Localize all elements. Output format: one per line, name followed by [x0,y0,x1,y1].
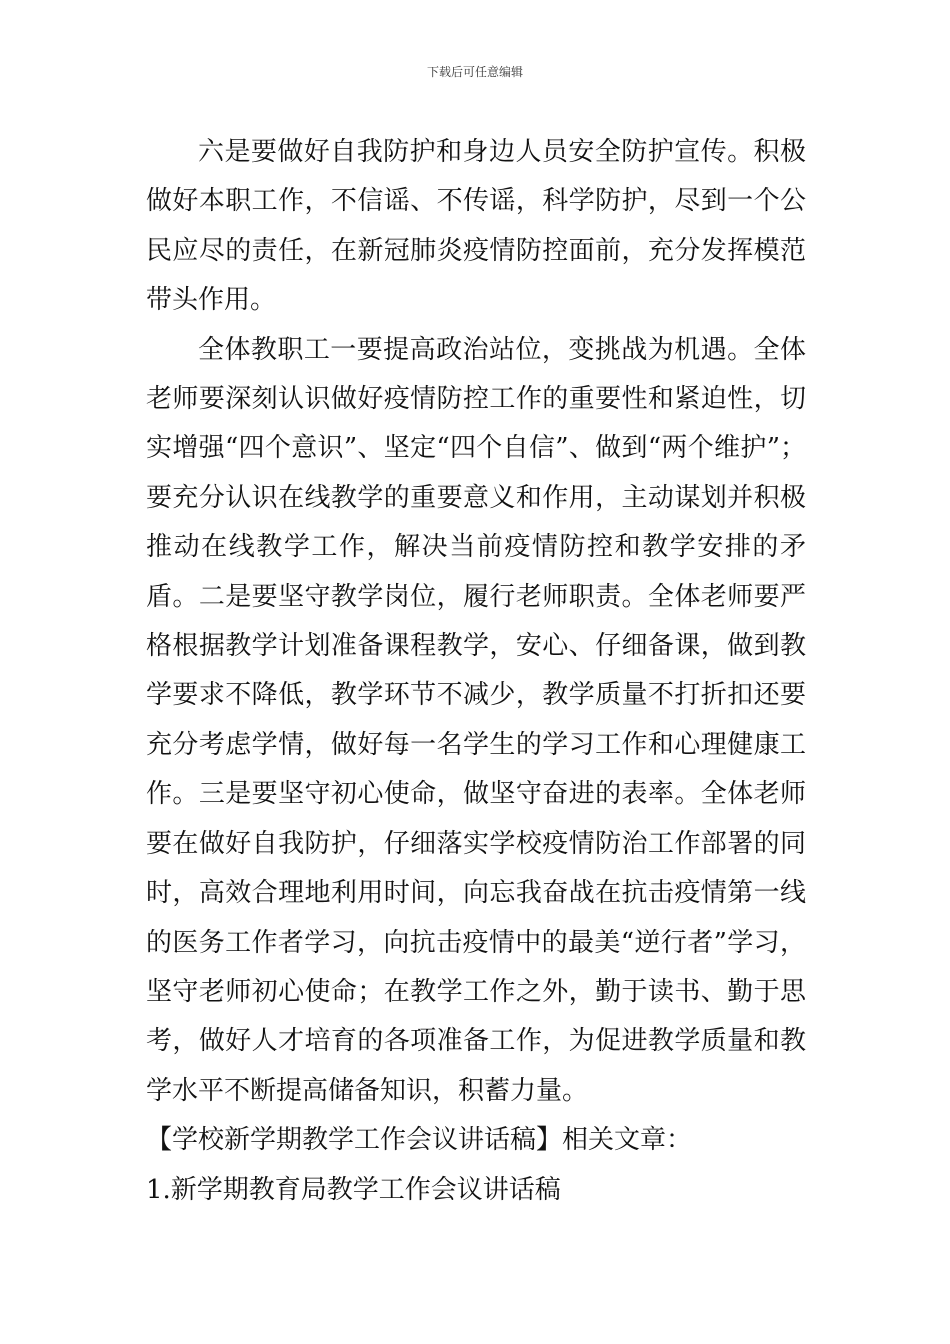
paragraph: 全体教职工一要提高政治站位，变挑战为机遇。全体老师要深刻认识做好疫情防控工作的重要性和紧迫性，切实增强“四个意识”、坚定“四个自信”、做到“两个维护”；要充分认识在线教学的重要意义和作用，主动谋划并积极推动在线教学工作，解决当前疫情防控和教学安排的矛盾。二是要坚守教学岗位，履行老师职责。全体老师要严格根据教学计划准备课程教学，安心、仔细备课，做到教学要求不降低，教学环节不减少，教学质量不打折扣还要充分考虑学情，做好每一名学生的学习工作和心理健康工作。三是要坚守初心使命，做坚守奋进的表率。全体老师要在做好自我防护，仔细落实学校疫情防治工作部署的同时，高效合理地利用时间，向忘我奋战在抗击疫情第一线的医务工作者学习，向抗击疫情中的最美“逆行者”学习，坚守老师初心使命；在教学工作之外，勤于读书、勤于思考，做好人才培育的各项准备工作，为促进教学质量和教学水平不断提高储备知识，积蓄力量。 [146,334,806,1106]
page-header: 下载后可任意编辑 [426,65,523,79]
paragraph: 六是要做好自我防护和身边人员安全防护宣传。积极做好本职工作，不信谣、不传谣，科学防护，尽到一个公民应尽的责任，在新冠肺炎疫情防控面前，充分发挥模范带头作用。 [146,137,806,316]
related-articles-title: 【学校新学期教学工作会议讲话稿】相关文章： [146,1125,693,1156]
related-article-link[interactable]: 1.新学期教育局教学工作会议讲话稿 [146,1174,561,1205]
document-body [146,128,806,1215]
